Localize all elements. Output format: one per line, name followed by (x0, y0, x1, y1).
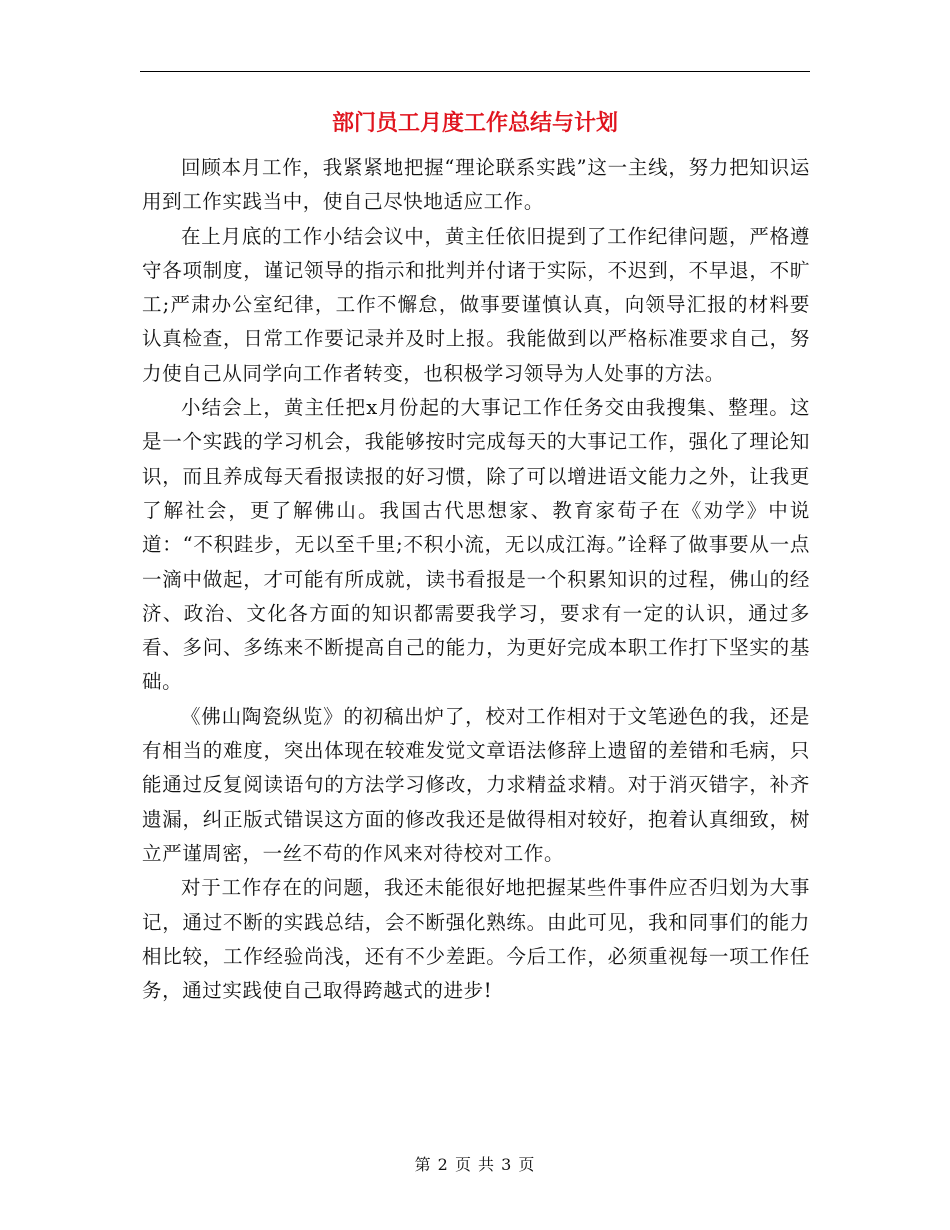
body-paragraph: 《佛山陶瓷纵览》的初稿出炉了，校对工作相对于文笔逊色的我，还是有相当的难度，突出体现在较难发觉文章语法修辞上遗留的差错和毛病，只能通过反复阅读语句的方法学习修改，力求精益求精。对于消灭错字，补齐遗漏，纠正版式错误这方面的修改我还是做得相对较好，抱着认真细致，树立严谨周密，一丝不苟的作风来对待校对工作。 (142, 704, 810, 865)
page-footer: 第 2 页 共 3 页 (414, 1155, 536, 1174)
header-rule (140, 71, 810, 72)
document-title: 部门员工月度工作总结与计划 (331, 111, 618, 136)
body-paragraph: 回顾本月工作，我紧紧地把握“理论联系实践”这一主线，努力把知识运用到工作实践当中，使自己尽快地适应工作。 (142, 156, 810, 214)
body-paragraph: 在上月底的工作小结会议中，黄主任依旧提到了工作纪律问题，严格遵守各项制度，谨记领导的指示和批判并付诸于实际，不迟到，不早退，不旷工;严肃办公室纪律，工作不懈怠，做事要谨慎认真，向领导汇报的材料要认真检查，日常工作要记录并及时上报。我能做到以严格标准要求自己，努力使自己从同学向工作者转变，也积极学习领导为人处事的方法。 (142, 224, 810, 385)
body-paragraph: 对于工作存在的问题，我还未能很好地把握某些件事件应否归划为大事记，通过不断的实践总结，会不断强化熟练。由此可见，我和同事们的能力相比较，工作经验尚浅，还有不少差距。今后工作，必须重视每一项工作任务，通过实践使自己取得跨越式的进步! (142, 876, 810, 1003)
document-body (142, 151, 810, 1008)
body-paragraph: 小结会上，黄主任把x月份起的大事记工作任务交由我搜集、整理。这是一个实践的学习机会，我能够按时完成每天的大事记工作，强化了理论知识，而且养成每天看报读报的好习惯，除了可以增进语文能力之外，让我更了解社会，更了解佛山。我国古代思想家、教育家荀子在《劝学》中说道：“不积跬步，无以至千里;不积小流，无以成江海。”诠释了做事要从一点一滴中做起，才可能有所成就，读书看报是一个积累知识的过程，佛山的经济、政治、文化各方面的知识都需要我学习，要求有一定的认识，通过多看、多问、多练来不断提高自己的能力，为更好完成本职工作打下坚实的基础。 (142, 396, 810, 694)
